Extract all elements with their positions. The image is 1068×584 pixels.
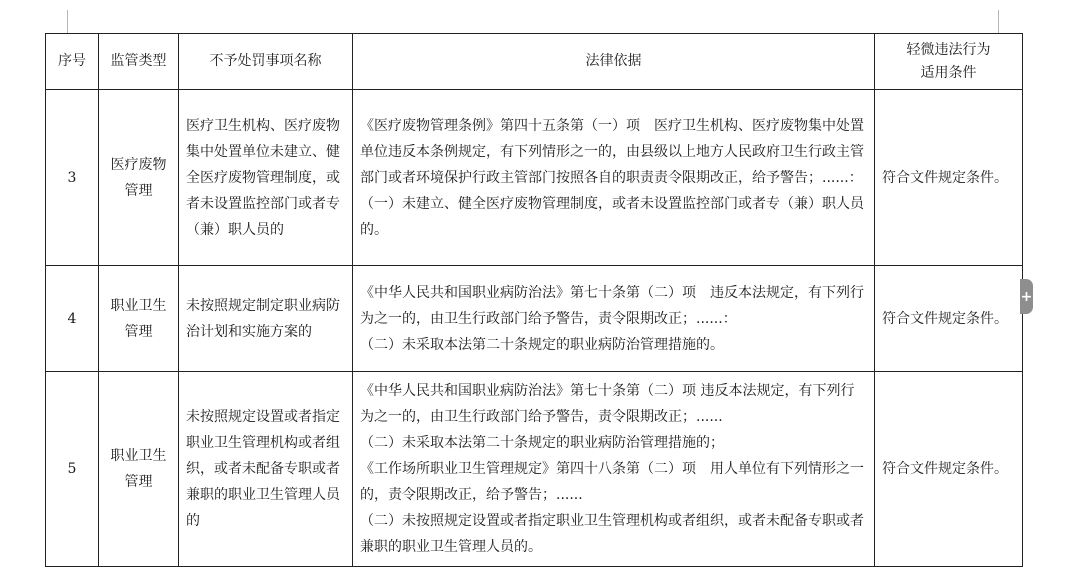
law-paragraph: （二）未按照规定设置或者指定职业卫生管理机构或者组织，或者未配备专职或者兼职的职业卫生管理人员的。 <box>360 513 864 555</box>
table-row <box>46 266 1023 372</box>
row-num: 3 <box>46 90 99 266</box>
table-row <box>46 372 1023 567</box>
row-item: 医疗卫生机构、医疗废物集中处置单位未建立、健全医疗废物管理制度，或者未设置监控部门或者专（兼）职人员的 <box>179 90 353 266</box>
header-type: 监管类型 <box>99 34 179 90</box>
row-condition: 符合文件规定条件。 <box>875 266 1023 372</box>
penalty-exemption-table <box>45 33 1023 567</box>
add-table-row-button[interactable] <box>1020 279 1033 314</box>
row-law <box>353 372 875 567</box>
plus-icon: + <box>1020 288 1033 305</box>
header-condition <box>875 34 1023 90</box>
table-header-row <box>46 34 1023 90</box>
row-num: 5 <box>46 372 99 567</box>
row-condition: 符合文件规定条件。 <box>875 90 1023 266</box>
header-num: 序号 <box>46 34 99 90</box>
row-item: 未按照规定设置或者指定职业卫生管理机构或者组织，或者未配备专职或者兼职的职业卫生管理人员的 <box>179 372 353 567</box>
row-item: 未按照规定制定职业病防治计划和实施方案的 <box>179 266 353 372</box>
law-paragraph: （二）未采取本法第二十条规定的职业病防治管理措施的。 <box>360 336 724 353</box>
row-num: 4 <box>46 266 99 372</box>
row-type: 职业卫生管理 <box>99 266 179 372</box>
row-condition: 符合文件规定条件。 <box>875 372 1023 567</box>
row-law <box>353 90 875 266</box>
law-paragraph: 《中华人民共和国职业病防治法》第七十条第（二）项 违反本法规定，有下列行为之一的，由卫生行政部门给予警告，责令限期改正；...... <box>360 383 855 425</box>
row-type: 医疗废物管理 <box>99 90 179 266</box>
header-condition-line1: 轻微违法行为 <box>906 41 991 58</box>
law-paragraph: （二）未采取本法第二十条规定的职业病防治管理措施的； <box>360 435 724 451</box>
row-law <box>353 266 875 372</box>
page-corner-mark-right <box>998 10 999 34</box>
table-row <box>46 90 1023 266</box>
header-item: 不予处罚事项名称 <box>179 34 353 90</box>
law-paragraph: 《中华人民共和国职业病防治法》第七十条第（二）项 违反本法规定，有下列行为之一的，由卫生行政部门给予警告，责令限期改正；......： <box>360 284 864 327</box>
row-type: 职业卫生管理 <box>99 372 179 567</box>
page-corner-mark-left <box>67 10 68 34</box>
header-condition-line2: 适用条件 <box>920 64 977 81</box>
law-paragraph: （一）未建立、健全医疗废物管理制度，或者未设置监控部门或者专（兼）职人员的。 <box>360 195 864 238</box>
header-law: 法律依据 <box>353 34 875 90</box>
law-paragraph: 《工作场所职业卫生管理规定》第四十八条第（二）项 用人单位有下列情形之一的，责令限期改正，给予警告；...... <box>360 461 864 503</box>
law-paragraph: 《医疗废物管理条例》第四十五条第（一）项 医疗卫生机构、医疗废物集中处置单位违反本条例规定，有下列情形之一的，由县级以上地方人民政府卫生行政主管部门或者环境保护行政主管部门按照各自的职责责令限期改正，给予警告；......： <box>360 117 864 186</box>
